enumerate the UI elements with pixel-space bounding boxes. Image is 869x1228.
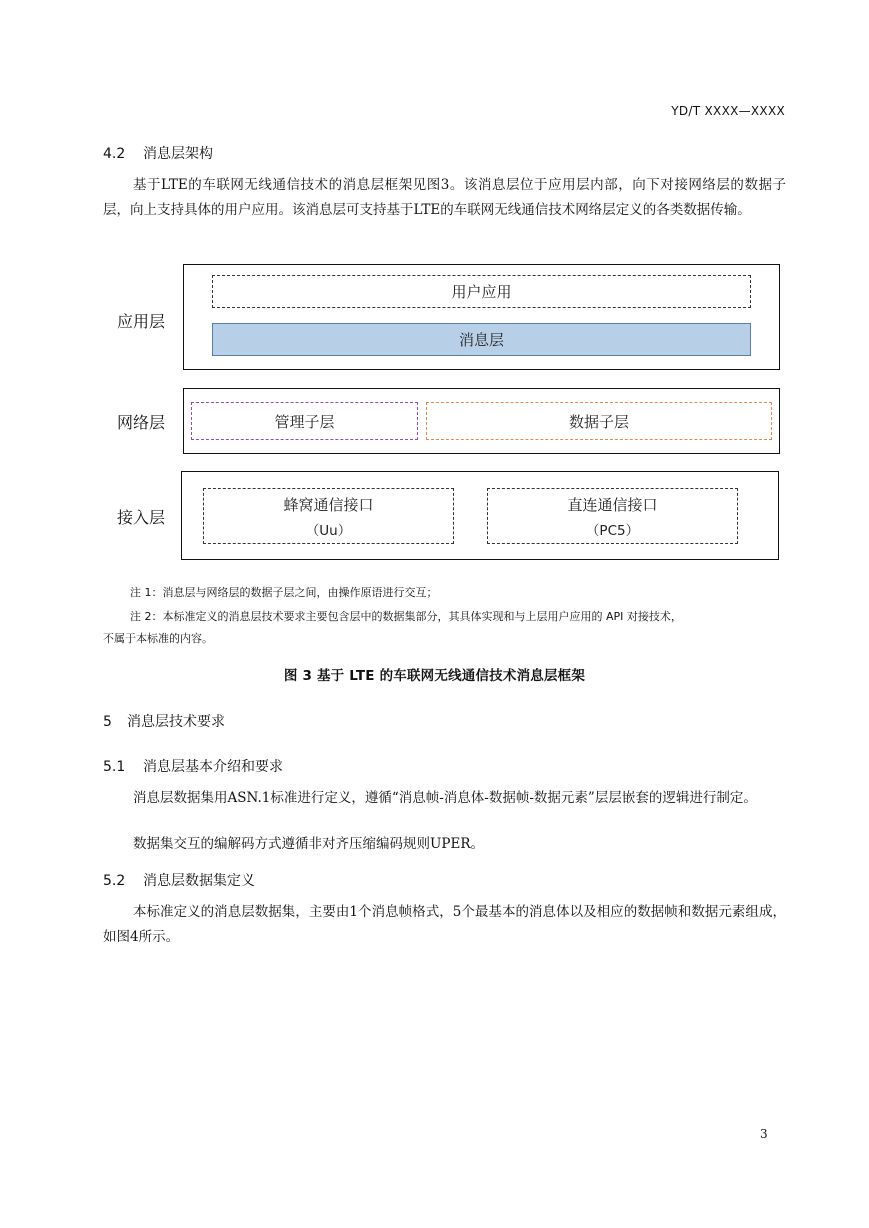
section-5-2-heading	[103, 870, 255, 890]
section-title: 消息层架构	[143, 146, 213, 162]
message-layer-label: 消息层	[458, 331, 504, 349]
section-5-1-paragraph-1: 消息层数据集用ASN.1标准进行定义，遵循“消息帧-消息体-数据帧-数据元素”层层嵌套的逻辑进行制定。	[133, 790, 757, 806]
note-2-line-1: 注 2：本标准定义的消息层技术要求主要包含层中的数据集部分，其具体实现和与上层用户应用的 API 对接技术，	[130, 610, 682, 623]
data-sublayer-label: 数据子层	[568, 412, 629, 431]
direct-interface-box	[487, 488, 738, 544]
user-application-label: 用户应用	[451, 283, 512, 301]
figure-caption: 图 3 基于 LTE 的车联网无线通信技术消息层框架	[283, 668, 586, 684]
document-code: YD/T XXXX—XXXX	[671, 104, 785, 118]
section-4-2-paragraph: 基于LTE的车联网无线通信技术的消息层框架见图3。该消息层位于应用层内部，向下对接网络层的数据子层，向上支持具体的用户应用。该消息层可支持基于LTE的车联网无线通信技术网络层定义的各类数据传输。	[103, 177, 786, 218]
cellular-interface-box	[203, 488, 454, 544]
page-number: 3	[760, 1127, 768, 1141]
section-number: 5.1	[103, 759, 126, 775]
direct-interface-label: 直连通信接口	[567, 495, 658, 514]
section-title: 消息层技术要求	[127, 714, 225, 730]
direct-interface-sublabel: （PC5）	[585, 522, 640, 539]
application-layer-label: 应用层	[116, 312, 165, 331]
access-layer-label: 接入层	[116, 508, 165, 527]
cellular-interface-sublabel: （Uu）	[305, 522, 352, 539]
section-number: 4.2	[103, 146, 126, 162]
section-5-2-paragraph: 本标准定义的消息层数据集，主要由1个消息帧格式，5个最基本的消息体以及相应的数据帧和数据元素组成，如图4所示。	[103, 904, 786, 945]
network-layer-label: 网络层	[116, 413, 165, 432]
note-2-line-2: 不属于本标准的内容。	[103, 632, 213, 645]
section-5-1-paragraph-2: 数据集交互的编解码方式遵循非对齐压缩编码规则UPER。	[133, 836, 484, 852]
section-5-heading	[103, 711, 225, 731]
management-sublayer-label: 管理子层	[274, 412, 335, 431]
user-application-box	[212, 275, 751, 308]
section-4-2-heading	[103, 143, 213, 163]
section-title: 消息层基本介绍和要求	[143, 759, 283, 775]
data-sublayer-box	[426, 402, 772, 440]
cellular-interface-label: 蜂窝通信接口	[283, 495, 374, 514]
note-1: 注 1：消息层与网络层的数据子层之间，由操作原语进行交互；	[130, 586, 438, 599]
section-number: 5	[103, 714, 112, 730]
section-number: 5.2	[103, 873, 126, 889]
management-sublayer-box	[191, 402, 418, 440]
section-title: 消息层数据集定义	[143, 873, 255, 889]
message-layer-box	[212, 323, 751, 356]
section-5-1-heading	[103, 756, 283, 776]
